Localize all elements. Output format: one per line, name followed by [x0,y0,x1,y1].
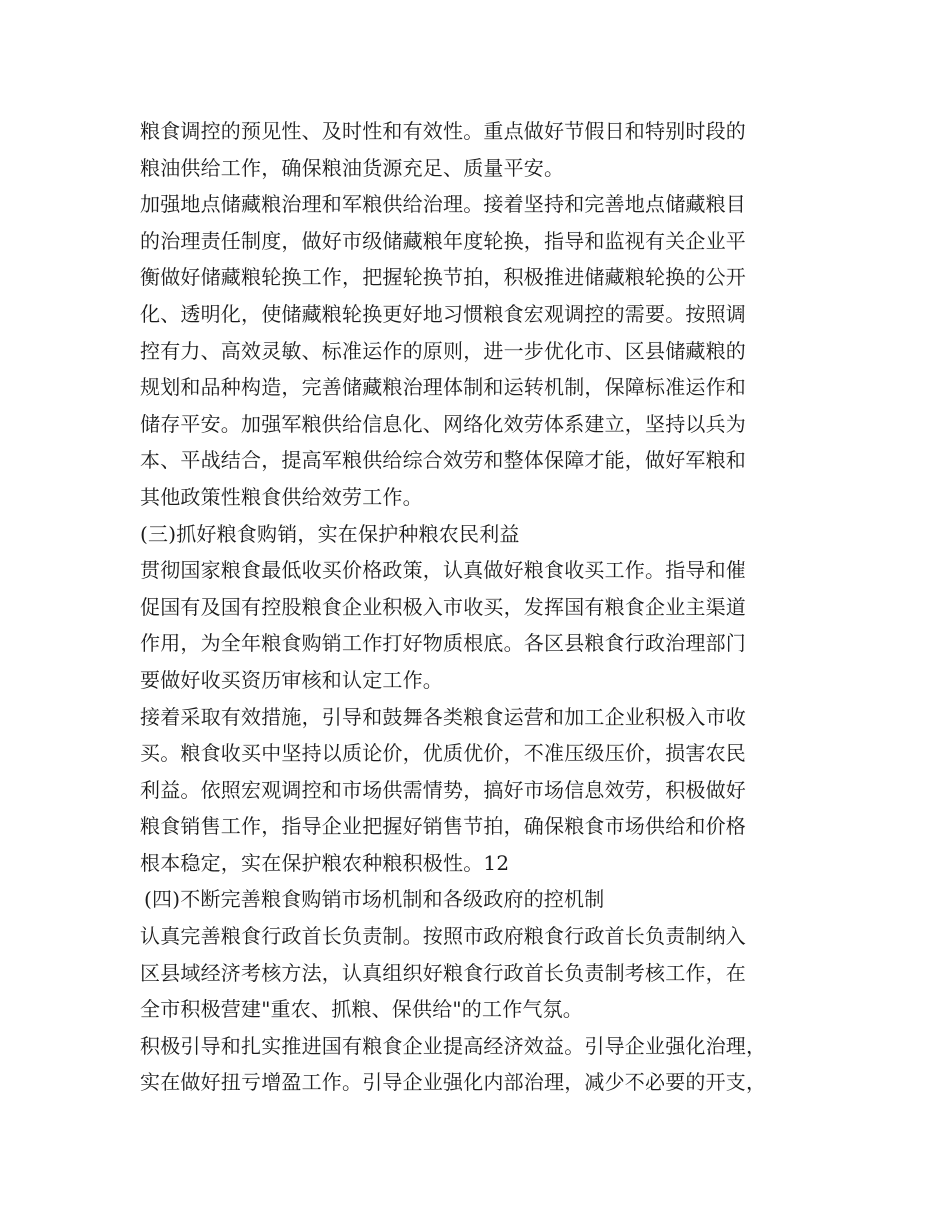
text-line: 衡做好储藏粮轮换工作，把握轮换节拍，积极推进储藏粮轮换的公开 [140,265,746,290]
text-line: 促国有及国有控股粮食企业积极入市收买，发挥国有粮食企业主渠道 [140,594,746,619]
text-line: 本、平战结合，提高军粮供给综合效劳和整体保障才能，做好军粮和 [140,448,746,473]
text-line: 实在做好扭亏增盈工作。引导企业强化内部治理，减少不必要的开支， [140,1070,767,1095]
text-line: 要做好收买资历审核和认定工作。 [140,667,443,692]
text-line: 根本稳定，实在保护粮农种粮积极性。12 [140,850,510,875]
text-line: 的治理责任制度，做好市级储藏粮年度轮换，指导和监视有关企业平 [140,228,746,253]
text-line: 规划和品种构造，完善储藏粮治理体制和运转机制，保障标准运作和 [140,375,746,400]
text-line: 其他政策性粮食供给效劳工作。 [140,484,423,509]
text-line: 加强地点储藏粮治理和军粮供给治理。接着坚持和完善地点储藏粮目 [140,192,746,217]
text-line: 贯彻国家粮食最低收买价格政策，认真做好粮食收买工作。指导和催 [140,558,746,583]
text-line: 作用，为全年粮食购销工作打好物质根底。各区县粮食行政治理部门 [140,631,746,656]
text-line: 利益。依照宏观调控和市场供需情势，搞好市场信息效劳，积极做好 [140,777,746,802]
text-line: 区县域经济考核方法，认真组织好粮食行政首长负责制考核工作，在 [140,960,746,985]
text-line: 控有力、高效灵敏、标准运作的原则，进一步优化市、区县储藏粮的 [140,338,746,363]
section-heading: (四)不断完善粮食购销市场机制和各级政府的控机制 [144,887,605,912]
text-line: 储存平安。加强军粮供给信息化、网络化效劳体系建立，坚持以兵为 [140,411,746,436]
text-line: 积极引导和扎实推进国有粮食企业提高经济效益。引导企业强化治理， [140,1033,767,1058]
text-line: 粮油供给工作，确保粮油货源充足、质量平安。 [140,155,565,180]
section-heading: (三)抓好粮食购销，实在保护种粮农民利益 [140,521,520,546]
text-line: 化、透明化，使储藏粮轮换更好地习惯粮食宏观调控的需要。按照调 [140,301,746,326]
text-line: 认真完善粮食行政首长负责制。按照市政府粮食行政首长负责制纳入 [140,924,746,949]
text-line: 粮食调控的预见性、及时性和有效性。重点做好节假日和特别时段的 [140,119,746,143]
text-line: 买。粮食收买中坚持以质论价，优质优价，不准压级压价，损害农民 [140,741,746,766]
text-line: 粮食销售工作，指导企业把握好销售节拍，确保粮食市场供给和价格 [140,814,746,839]
text-line: 全市积极营建"重农、抓粮、保供给"的工作气氛。 [140,997,583,1022]
body-text [140,113,830,1101]
text-line: 接着采取有效措施，引导和鼓舞各类粮食运营和加工企业积极入市收 [140,704,746,729]
